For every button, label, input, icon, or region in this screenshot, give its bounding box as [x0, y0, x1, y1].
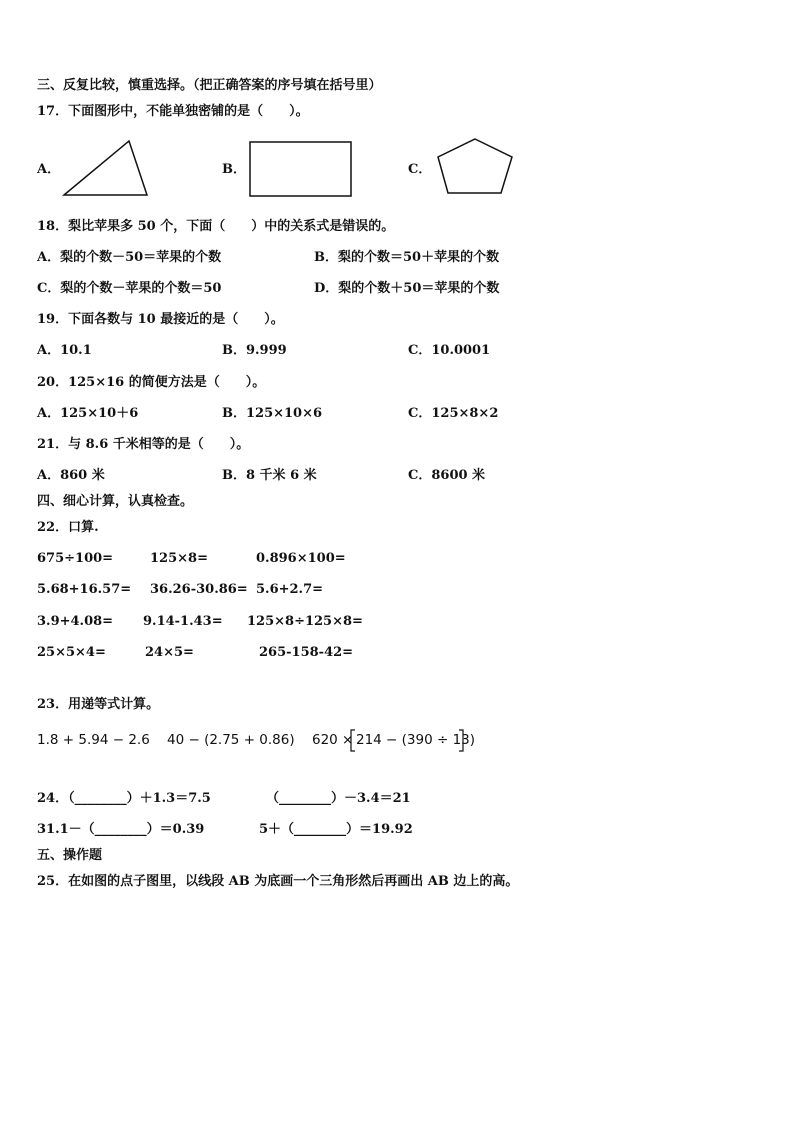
expression-3-prefix: 620 ×: [312, 732, 354, 748]
q19-stem: 19．下面各数与 10 最接近的是（ ）。: [37, 312, 284, 327]
q17-option-b-label: B．: [222, 162, 246, 177]
rectangle-shape: [248, 140, 354, 200]
triangle-shape: [60, 138, 152, 200]
q19-option-b: B．9.999: [222, 343, 287, 358]
calc-item: 5.68+16.57=: [37, 582, 132, 597]
calc-item: 675÷100=: [37, 551, 114, 566]
q20-option-a: A．125×10＋6: [37, 406, 139, 421]
calc-item: 265-158-42=: [259, 645, 354, 660]
calc-item: 125×8÷125×8=: [247, 614, 363, 629]
q24-row1-left: 24．（________）＋1.3＝7.5: [37, 791, 211, 806]
q21-stem: 21．与 8.6 千米相等的是（ ）。: [37, 437, 250, 452]
calc-item: 125×8=: [150, 551, 208, 566]
q25-stem: 25．在如图的点子图里，以线段 AB 为底画一个三角形然后再画出 AB 边上的高。: [37, 874, 519, 889]
q20-option-b: B．125×10×6: [222, 406, 323, 421]
expression-1: 1.8 + 5.94 − 2.6: [37, 732, 150, 748]
calc-item: 3.9+4.08=: [37, 614, 114, 629]
q24-row2-left: 31.1－（________）＝0.39: [37, 822, 205, 837]
section4-heading: 四、细心计算，认真检查。: [37, 494, 194, 509]
q19-option-a: A．10.1: [37, 343, 92, 358]
q21-option-c: C．8600 米: [408, 468, 486, 483]
calc-item: 9.14-1.43=: [143, 614, 223, 629]
q18-option-d: D．梨的个数＋50＝苹果的个数: [314, 281, 500, 296]
expression-2: 40 − (2.75 + 0.86): [167, 732, 295, 748]
q20-option-c: C．125×8×2: [408, 406, 499, 421]
expression-3-inner: 214 − (390 ÷ 13): [356, 732, 476, 748]
q17-option-c-label: C．: [408, 162, 432, 177]
calc-item: 36.26-30.86=: [150, 582, 248, 597]
q18-option-c: C．梨的个数－苹果的个数＝50: [37, 281, 222, 296]
q17-stem: 17．下面图形中，不能单独密铺的是（ ）。: [37, 104, 309, 119]
q18-stem: 18．梨比苹果多 50 个，下面（ ）中的关系式是错误的。: [37, 219, 395, 234]
section3-heading: 三、反复比较，慎重选择。（把正确答案的序号填在括号里）: [37, 78, 382, 93]
q22-stem: 22．口算.: [37, 520, 99, 535]
calc-item: 25×5×4=: [37, 645, 106, 660]
q20-stem: 20．125×16 的简便方法是（ ）。: [37, 375, 266, 390]
section5-heading: 五、操作题: [37, 848, 103, 863]
q23-stem: 23．用递等式计算。: [37, 697, 160, 712]
q21-option-b: B．8 千米 6 米: [222, 468, 317, 483]
q18-option-b: B．梨的个数＝50＋苹果的个数: [314, 250, 500, 265]
pentagon-shape: [435, 136, 517, 198]
q17-option-a-label: A．: [37, 162, 61, 177]
calc-item: 24×5=: [145, 645, 194, 660]
q24-row1-right: （________）－3.4＝21: [266, 791, 411, 806]
q24-row2-right: 5＋（________）＝19.92: [259, 822, 413, 837]
q18-option-a: A．梨的个数－50＝苹果的个数: [37, 250, 222, 265]
calc-item: 0.896×100=: [256, 551, 346, 566]
q19-option-c: C．10.0001: [408, 343, 491, 358]
q21-option-a: A．860 米: [37, 468, 105, 483]
calc-item: 5.6+2.7=: [256, 582, 324, 597]
